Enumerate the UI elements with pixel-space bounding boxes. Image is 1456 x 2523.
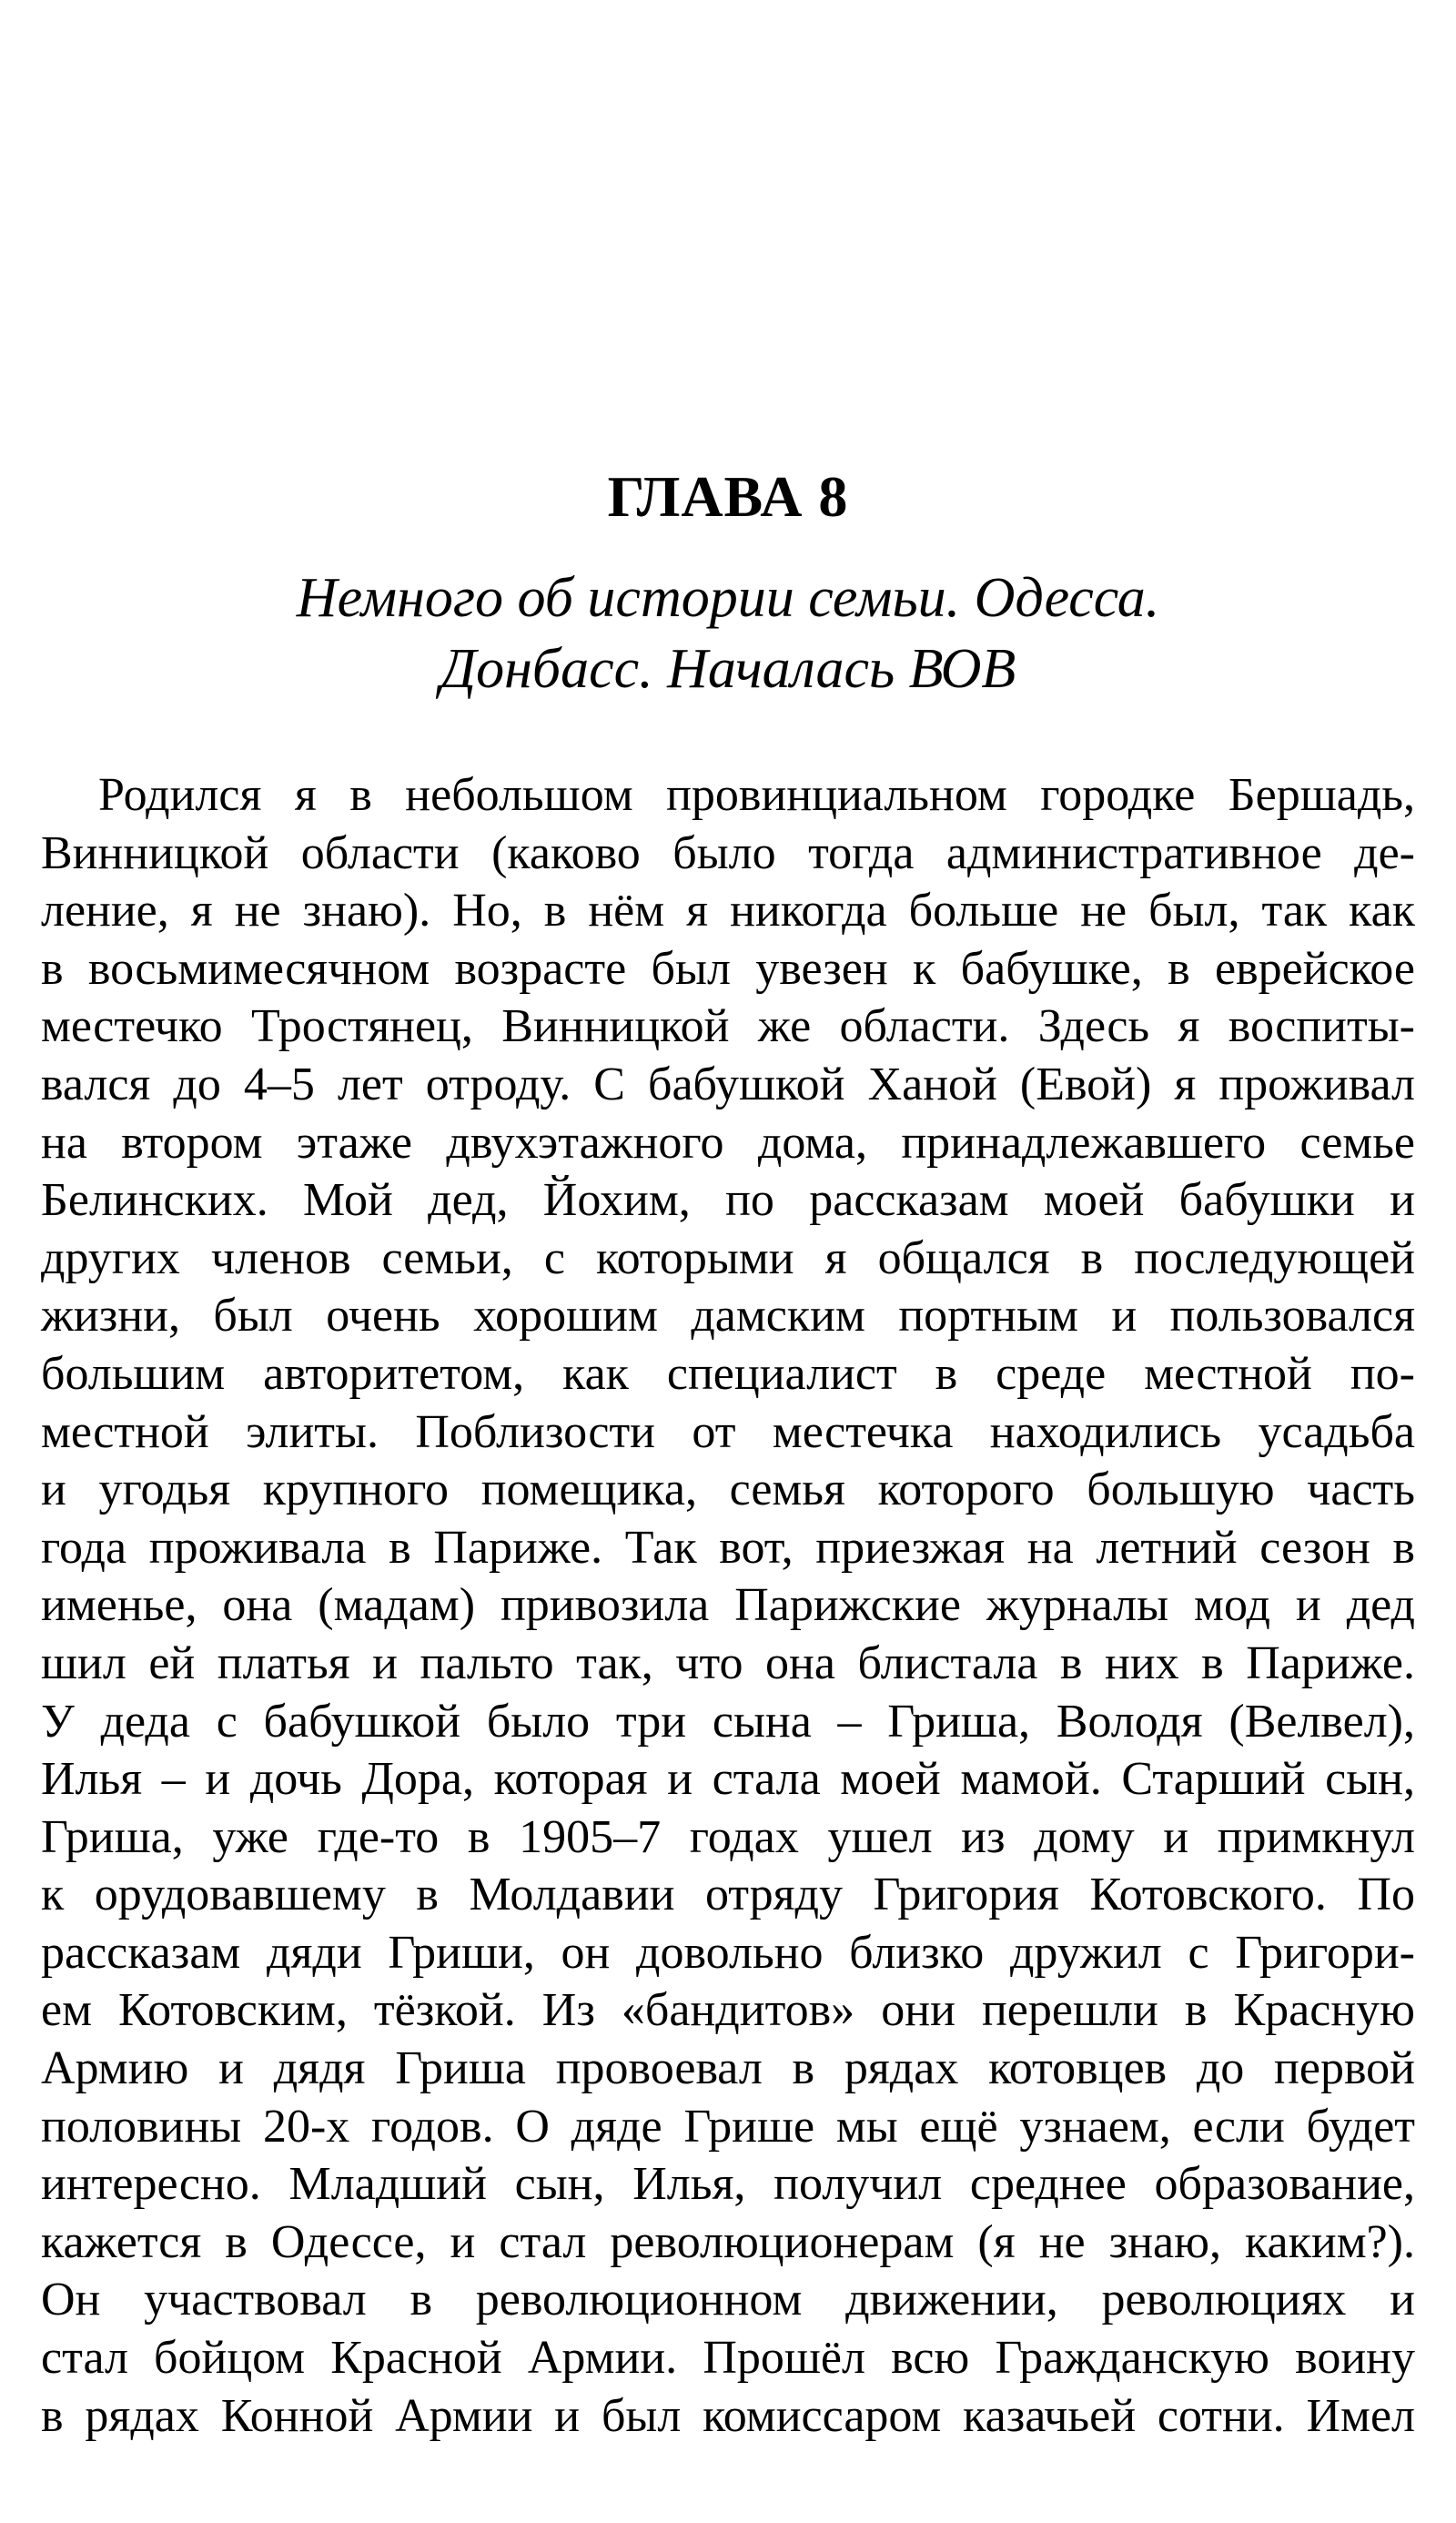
text-line: кажется в Одессе, и стал революционерам (я не знаю, каким?). xyxy=(41,2215,1415,2268)
chapter-subtitle xyxy=(0,562,1456,704)
text-line: стал бойцом Красной Армии. Прошёл всю Гражданскую воину xyxy=(41,2332,1415,2385)
text-line: в восьмимесячном возрасте был увезен к бабушке, в еврейское xyxy=(41,942,1415,995)
text-line: половины 20-х годов. О дяде Грише мы ещё узнаем, если будет xyxy=(41,2100,1415,2153)
text-line: шил ей платья и пальто так, что она блистала в них в Париже. xyxy=(41,1636,1415,1689)
text-line: к орудовавшему в Молдавии отряду Григория Котовского. По xyxy=(41,1869,1415,1921)
text-line: ление, я не знаю). Но, в нём я никогда больше не был, так как xyxy=(41,885,1415,937)
text-line: Гриша, уже где-то в 1905–7 годах ушел из дому и примкнул xyxy=(41,1810,1415,1863)
chapter-title: ГЛАВА 8 xyxy=(607,464,849,529)
text-line: У деда с бабушкой было три сына – Гриша, Володя (Велвел), xyxy=(41,1695,1415,1748)
text-line: местечко Тростянец, Винницкой же области. Здесь я воспиты- xyxy=(41,1000,1415,1053)
text-line: интересно. Младший сын, Илья, получил среднее образование, xyxy=(41,2158,1415,2211)
text-line: ем Котовским, тёзкой. Из «бандитов» они перешли в Красную xyxy=(41,1984,1415,2037)
text-line: местной элиты. Поблизости от местечка находились усадьба xyxy=(41,1405,1415,1458)
text-line: других членов семьи, с которыми я общался в последующей xyxy=(41,1231,1415,1284)
body-text xyxy=(41,766,1415,2445)
text-line: Илья – и дочь Дора, которая и стала моей мамой. Старший сын, xyxy=(41,1753,1415,1806)
chapter-subtitle-line-1: Немного об истории семьи. Одесса. xyxy=(296,567,1160,629)
text-line: Он участвовал в революционном движении, революциях и xyxy=(41,2274,1415,2326)
text-line: большим авторитетом, как специалист в среде местной по- xyxy=(41,1347,1415,1400)
text-line: Белинских. Мой дед, Йохим, по рассказам моей бабушки и xyxy=(41,1174,1415,1227)
text-line: на втором этаже двухэтажного дома, принадлежавшего семье xyxy=(41,1116,1415,1169)
text-line: именье, она (мадам) привозила Парижские журналы мод и дед xyxy=(41,1579,1415,1632)
chapter-subtitle-line-2: Донбасс. Началась ВОВ xyxy=(440,638,1016,700)
text-line: и угодья крупного помещика, семья которого большую часть xyxy=(41,1464,1415,1516)
text-line: Родился я в небольшом провинциальном городке Бершадь, xyxy=(98,769,1415,821)
text-line: вался до 4–5 лет отроду. С бабушкой Ханой (Евой) я проживал xyxy=(41,1058,1415,1110)
text-line: в рядах Конной Армии и был комиссаром казачьей сотни. Имел xyxy=(41,2389,1415,2442)
text-line: года проживала в Париже. Так вот, приезжая на летний сезон в xyxy=(41,1521,1415,1574)
text-line: рассказам дяди Гриши, он довольно близко дружил с Григори- xyxy=(41,1926,1415,1979)
text-line: Армию и дядя Гриша провоевал в рядах котовцев до первой xyxy=(41,2042,1415,2095)
text-line: жизни, был очень хорошим дамским портным и пользовался xyxy=(41,1290,1415,1343)
text-line: Винницкой области (каково было тогда административное де- xyxy=(41,826,1415,879)
